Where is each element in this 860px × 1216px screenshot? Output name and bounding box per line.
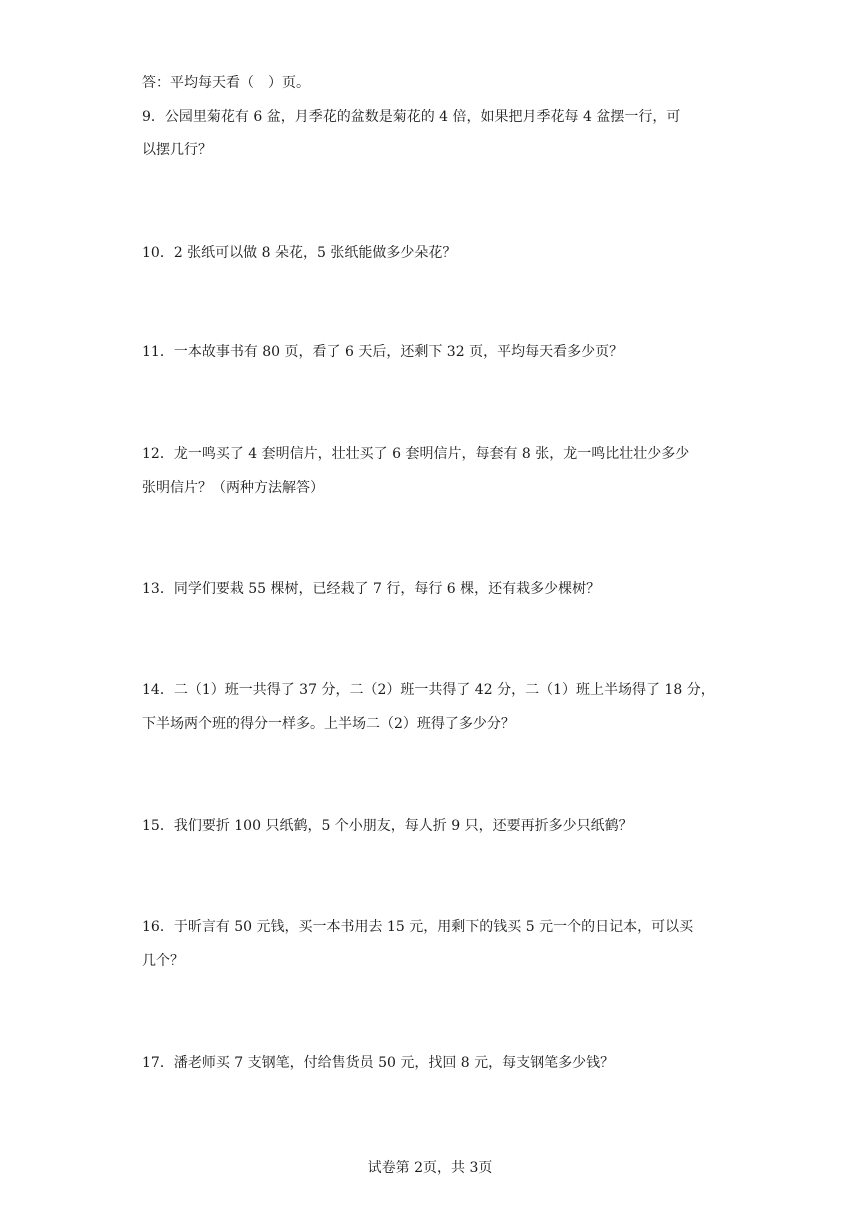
question-line: [142, 444, 689, 464]
question-text: 于昕言有 50 元钱，买一本书用去 15 元，用剩下的钱买 5 元一个的日记本，可以买: [173, 919, 694, 935]
question-text-continued: 下半场两个班的得分一样多。上半场二（2）班得了多少分？: [142, 716, 515, 732]
question-number: 13．: [142, 581, 174, 597]
question-number: 16．: [142, 919, 174, 935]
question-text-continued: 几个？: [142, 953, 184, 969]
question-line: [142, 579, 600, 599]
question-number: 12．: [142, 446, 174, 462]
question-number: 14．: [142, 682, 174, 698]
question-number: 11．: [142, 344, 174, 360]
question-number: 15．: [142, 818, 174, 834]
question-number: 9．: [142, 109, 165, 125]
question-text: 2 张纸可以做 8 朵花，5 张纸能做多少朵花？: [173, 245, 457, 261]
question-line: [142, 243, 456, 263]
question-text: 我们要折 100 只纸鹤，5 个小朋友，每人折 9 只，还要再折多少只纸鹤？: [173, 818, 633, 834]
answer-line: 答：平均每天看（ ）页。: [142, 75, 310, 91]
question-line: [142, 1053, 614, 1073]
question-line: [142, 342, 623, 362]
question-text-continued: 以摆几行？: [142, 142, 212, 158]
question-number: 10．: [142, 245, 174, 261]
question-text: 龙一鸣买了 4 套明信片，壮壮买了 6 套明信片，每套有 8 张，龙一鸣比壮壮少多少: [173, 446, 690, 462]
question-text: 同学们要栽 55 棵树，已经栽了 7 行，每行 6 棵，还有栽多少棵树？: [173, 581, 601, 597]
question-line: [142, 917, 693, 937]
question-line: [142, 680, 715, 700]
page-footer: 试卷第 2页，共 3页: [367, 1160, 493, 1176]
question-text: 潘老师买 7 支钢笔，付给售货员 50 元，找回 8 元，每支钢笔多少钱？: [173, 1055, 615, 1071]
question-text: 一本故事书有 80 页，看了 6 天后，还剩下 32 页，平均每天看多少页？: [173, 344, 624, 360]
question-text: 公园里菊花有 6 盆，月季花的盆数是菊花的 4 倍，如果把月季花每 4 盆摆一行，可: [164, 109, 681, 125]
question-line: [142, 107, 680, 127]
question-line: [142, 816, 633, 836]
question-text-continued: 张明信片？（两种方法解答）: [142, 480, 324, 496]
question-number: 17．: [142, 1055, 174, 1071]
question-text: 二（1）班一共得了 37 分，二（2）班一共得了 42 分，二（1）班上半场得了 18 分，: [173, 682, 715, 698]
